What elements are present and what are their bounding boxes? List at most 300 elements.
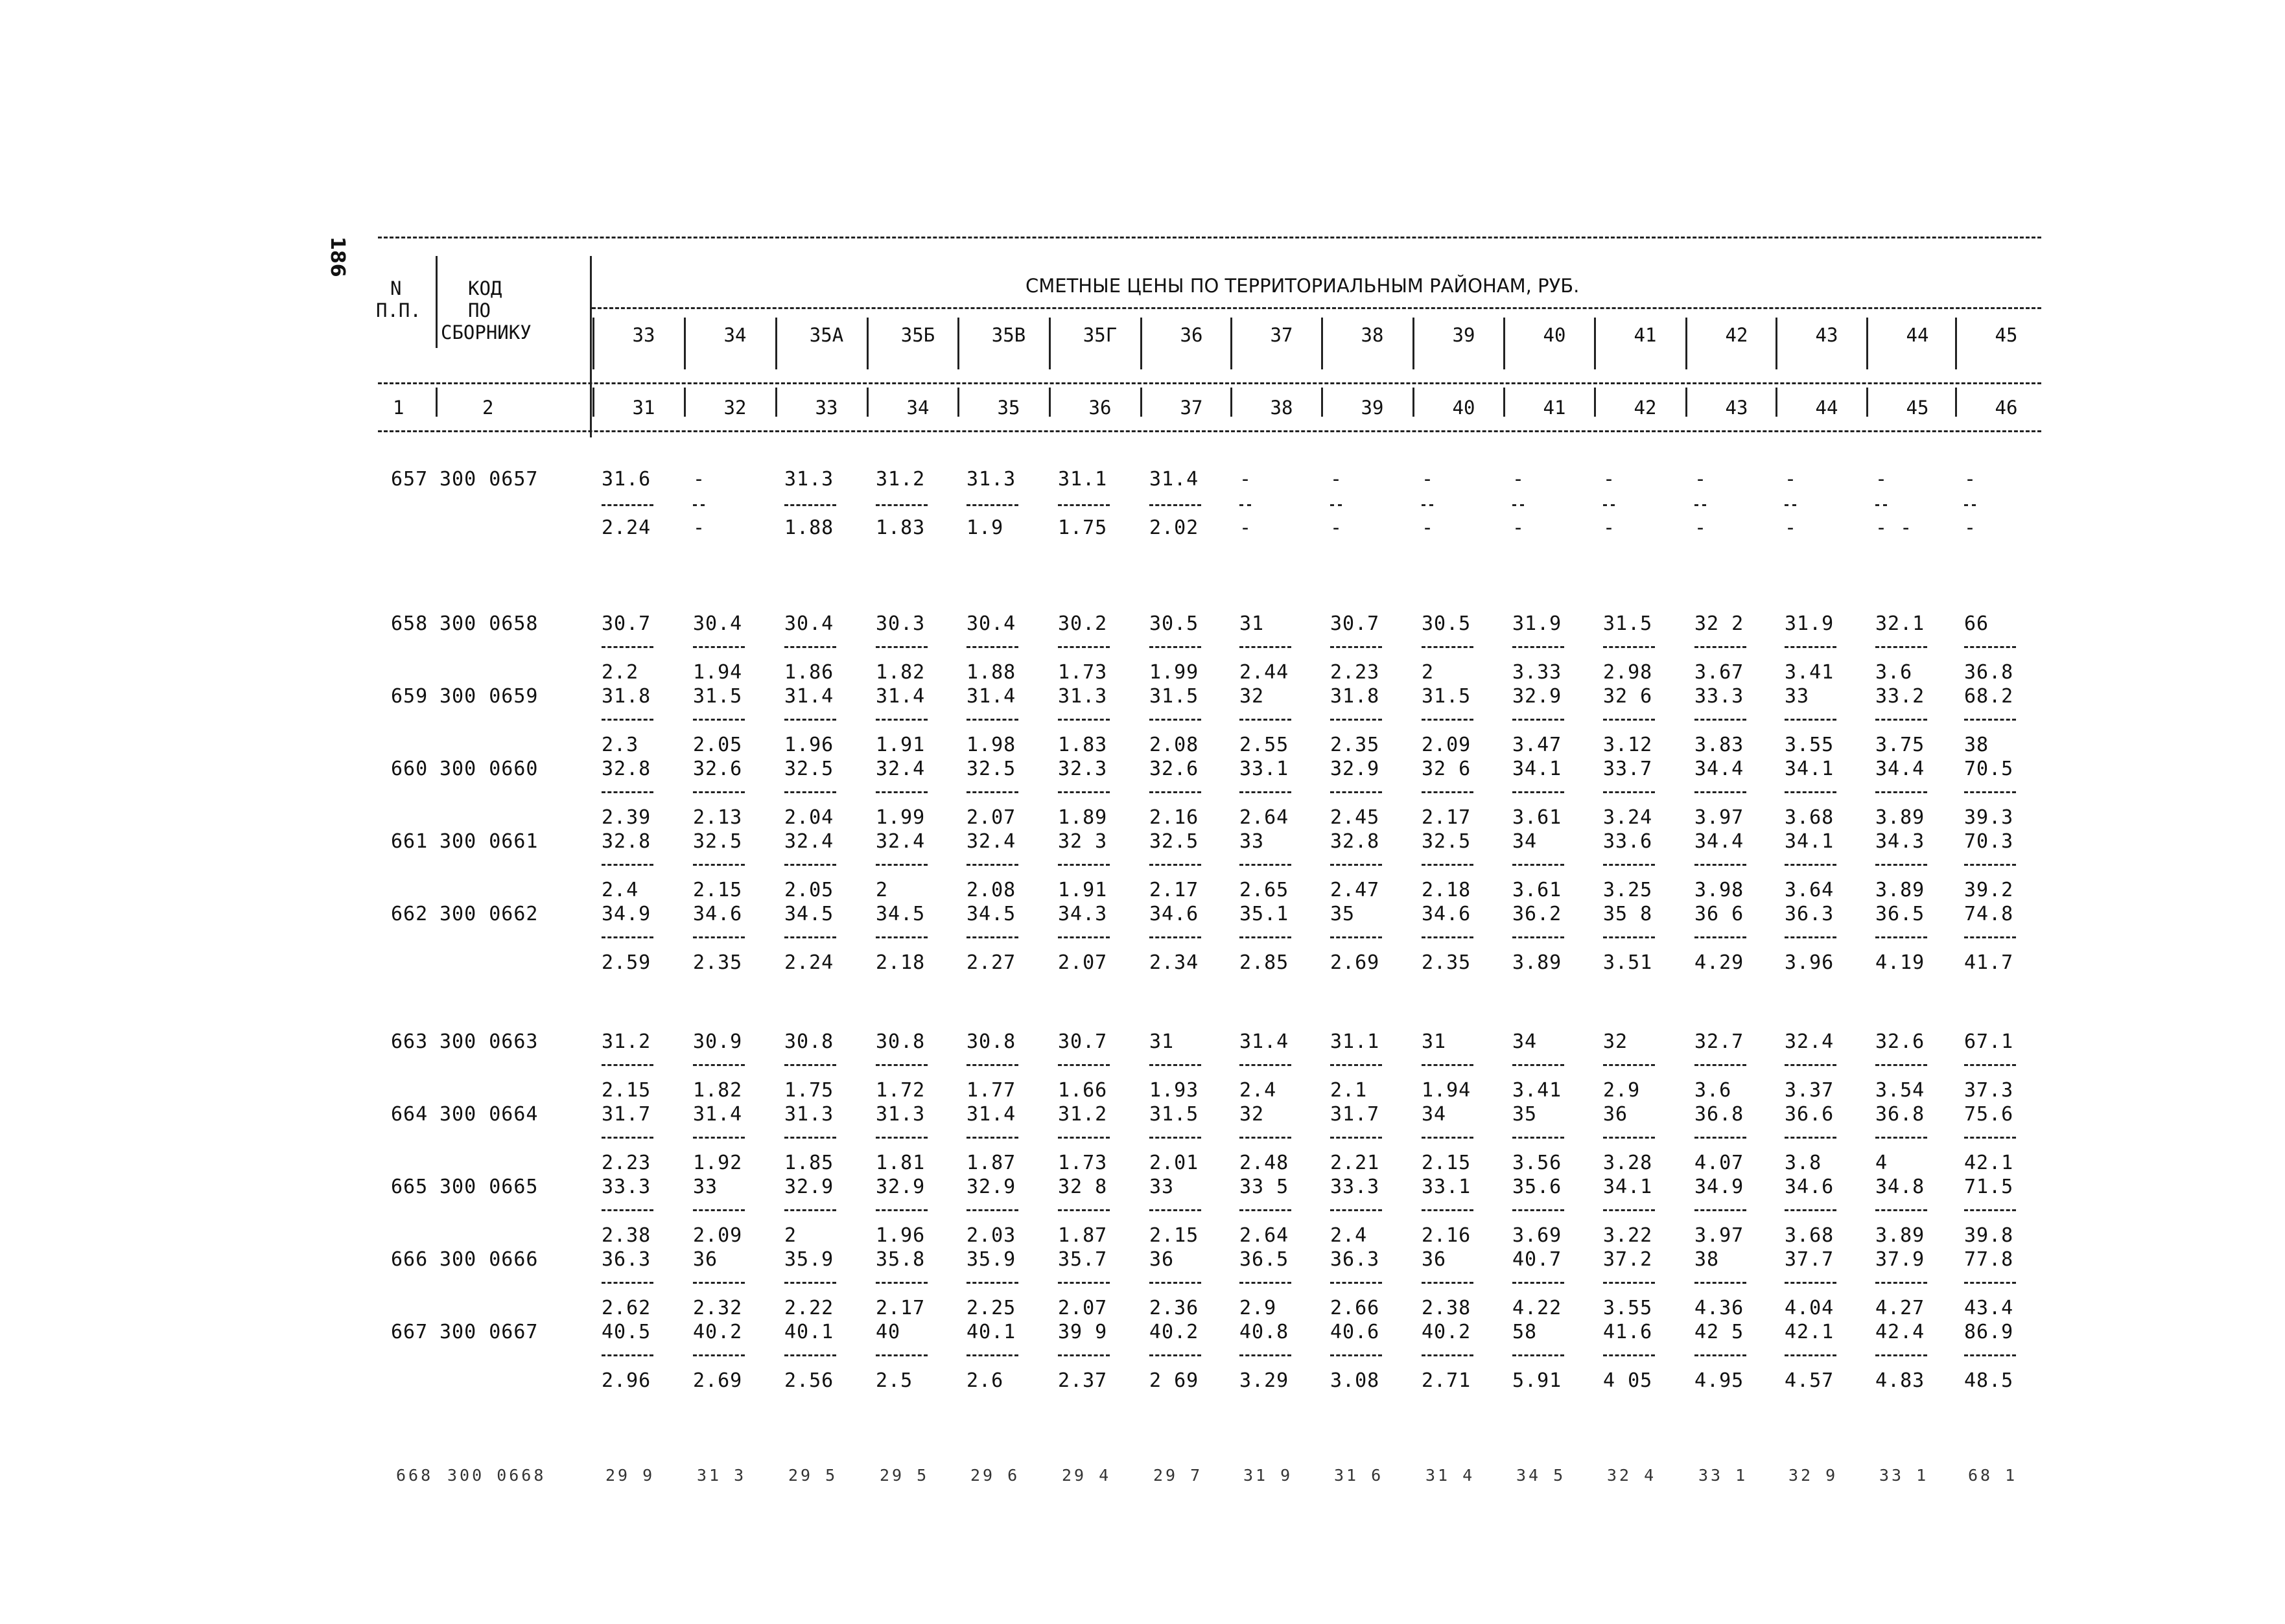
header-district-sep bbox=[1594, 318, 1596, 369]
cell-value: 1.82 bbox=[693, 1079, 743, 1102]
row-number: 660 bbox=[391, 758, 428, 780]
fraction-rule bbox=[967, 1354, 1018, 1356]
fraction-rule bbox=[602, 1137, 653, 1139]
cell-value: 3.56 bbox=[1512, 1152, 1562, 1174]
cell-value: 1.94 bbox=[693, 661, 743, 684]
cell-value: 2.35 bbox=[693, 951, 743, 974]
cell-value: 40.7 bbox=[1512, 1248, 1562, 1271]
cell-value: 2.56 bbox=[784, 1369, 834, 1392]
cell-value: 36.3 bbox=[1785, 903, 1834, 925]
cell-value: 31.3 bbox=[1058, 685, 1108, 708]
fraction-rule bbox=[1239, 1209, 1291, 1211]
cell-value: 31.8 bbox=[1330, 685, 1380, 708]
header-colnum-10: 38 bbox=[1270, 397, 1293, 419]
fraction-rule bbox=[602, 1282, 653, 1284]
cell-value: 2 bbox=[1422, 661, 1435, 684]
cell-value: 2.6 bbox=[967, 1369, 1004, 1392]
fraction-rule bbox=[1330, 504, 1342, 506]
cell-value: 30.7 bbox=[1058, 1030, 1108, 1053]
cell-value: 2.24 bbox=[784, 951, 834, 974]
cell-value: 4 05 bbox=[1603, 1369, 1653, 1392]
cell-value: 36.2 bbox=[1512, 903, 1562, 925]
cell-value: 30.5 bbox=[1422, 612, 1471, 635]
cell-value: 33 5 bbox=[1239, 1176, 1289, 1198]
fraction-rule bbox=[1058, 1282, 1110, 1284]
cell-value: 2.96 bbox=[602, 1369, 651, 1392]
cell-value: 34.1 bbox=[1785, 830, 1834, 853]
cell-value: 33 bbox=[1149, 1176, 1175, 1198]
cell-value: 1.96 bbox=[876, 1224, 926, 1247]
cell-value: 35.7 bbox=[1058, 1248, 1108, 1271]
cell-value: 1.96 bbox=[784, 734, 834, 756]
fraction-rule bbox=[1875, 936, 1927, 938]
cell-value: 3.54 bbox=[1875, 1079, 1925, 1102]
cell-value: 2.01 bbox=[1149, 1152, 1199, 1174]
row-code: 300 0666 bbox=[439, 1248, 539, 1271]
fraction-rule bbox=[1058, 1137, 1110, 1139]
fraction-rule bbox=[784, 791, 836, 793]
cell-value: 2 69 bbox=[1149, 1369, 1199, 1392]
cell-value: 2.39 bbox=[602, 806, 651, 829]
header-colnum-6: 34 bbox=[906, 397, 930, 419]
header-district-5: 35Г bbox=[1083, 324, 1118, 346]
fraction-rule bbox=[602, 1354, 653, 1356]
cell-value: 2.16 bbox=[1149, 806, 1199, 829]
cell-value: 32.9 bbox=[967, 1176, 1016, 1198]
fraction-rule bbox=[1785, 864, 1836, 866]
cell-value: 31.3 bbox=[784, 1103, 834, 1126]
header-district-sep bbox=[684, 318, 686, 369]
header-colnum-4: 32 bbox=[723, 397, 747, 419]
cell-value: 34 bbox=[1512, 1030, 1538, 1053]
fraction-rule bbox=[1964, 1282, 2016, 1284]
cell-value: 32.7 bbox=[1694, 1030, 1744, 1053]
fraction-rule bbox=[693, 719, 745, 721]
fraction-rule bbox=[1239, 1064, 1291, 1066]
header-district-11: 41 bbox=[1634, 324, 1657, 346]
cell-value: 31 4 bbox=[1425, 1466, 1475, 1485]
header-col-n-2: П.П. bbox=[376, 299, 421, 321]
fraction-rule bbox=[967, 1137, 1018, 1139]
header-sep-n bbox=[436, 256, 438, 348]
fraction-rule bbox=[1694, 1282, 1746, 1284]
cell-value: 31 bbox=[1149, 1030, 1175, 1053]
cell-value: 33.2 bbox=[1875, 685, 1925, 708]
cell-value: 43.4 bbox=[1964, 1297, 2014, 1319]
cell-value: 2.48 bbox=[1239, 1152, 1289, 1174]
cell-value: 42.1 bbox=[1785, 1321, 1834, 1343]
cell-value: 3.83 bbox=[1694, 734, 1744, 756]
cell-value: 31.6 bbox=[602, 468, 651, 491]
fraction-rule bbox=[1512, 1354, 1564, 1356]
header-col-code-1: КОД bbox=[468, 277, 502, 299]
cell-value: 29 5 bbox=[788, 1466, 838, 1485]
fraction-rule bbox=[967, 1064, 1018, 1066]
cell-value: 32.9 bbox=[784, 1176, 834, 1198]
cell-value: 31.5 bbox=[693, 685, 743, 708]
fraction-rule bbox=[1512, 936, 1564, 938]
cell-value: 3.89 bbox=[1512, 951, 1562, 974]
cell-value: 3.89 bbox=[1875, 1224, 1925, 1247]
fraction-rule bbox=[1058, 936, 1110, 938]
cell-value: 68.2 bbox=[1964, 685, 2014, 708]
cell-value: 68 1 bbox=[1968, 1466, 2018, 1485]
cell-value: 34.5 bbox=[784, 903, 834, 925]
fraction-rule bbox=[784, 864, 836, 866]
header-district-15: 45 bbox=[1995, 324, 2018, 346]
cell-value: - bbox=[1512, 516, 1525, 539]
fraction-rule bbox=[784, 1354, 836, 1356]
row-code: 300 0665 bbox=[439, 1176, 539, 1198]
cell-value: 32.8 bbox=[602, 758, 651, 780]
cell-value: 29 9 bbox=[605, 1466, 655, 1485]
cell-value: 31.5 bbox=[1603, 612, 1653, 635]
row-number: 664 bbox=[391, 1103, 428, 1126]
cell-value: 3.96 bbox=[1785, 951, 1834, 974]
row-code: 300 0663 bbox=[439, 1030, 539, 1053]
cell-value: 2.23 bbox=[1330, 661, 1380, 684]
fraction-rule bbox=[1875, 1137, 1927, 1139]
cell-value: 2.4 bbox=[1330, 1224, 1368, 1247]
cell-value: 2.98 bbox=[1603, 661, 1653, 684]
cell-value: 31.9 bbox=[1785, 612, 1834, 635]
cell-value: 30.7 bbox=[1330, 612, 1380, 635]
fraction-rule bbox=[693, 1209, 745, 1211]
cell-value: 1.82 bbox=[876, 661, 926, 684]
cell-value: 32 3 bbox=[1058, 830, 1108, 853]
header-district-8: 38 bbox=[1361, 324, 1384, 346]
cell-value: 30.5 bbox=[1149, 612, 1199, 635]
cell-value: 41.6 bbox=[1603, 1321, 1653, 1343]
cell-value: 3.68 bbox=[1785, 1224, 1834, 1247]
fraction-rule bbox=[1422, 791, 1473, 793]
cell-value: 3.41 bbox=[1785, 661, 1834, 684]
row-code: 300 0661 bbox=[439, 830, 539, 853]
cell-value: 2.18 bbox=[1422, 879, 1471, 901]
cell-value: 2.15 bbox=[1149, 1224, 1199, 1247]
fraction-rule bbox=[1603, 936, 1655, 938]
cell-value: 35 bbox=[1330, 903, 1355, 925]
fraction-rule bbox=[1422, 936, 1473, 938]
cell-value: 4.83 bbox=[1875, 1369, 1925, 1392]
header-colnum-sep bbox=[684, 388, 686, 417]
cell-value: 1.99 bbox=[1149, 661, 1199, 684]
cell-value: 38 bbox=[1694, 1248, 1720, 1271]
header-colnum-sep bbox=[1955, 388, 1957, 417]
cell-value: 1.75 bbox=[1058, 516, 1108, 539]
cell-value: 1.98 bbox=[967, 734, 1016, 756]
header-district-10: 40 bbox=[1543, 324, 1566, 346]
fraction-rule bbox=[1239, 1282, 1291, 1284]
fraction-rule bbox=[602, 1064, 653, 1066]
row-number: 657 bbox=[391, 468, 428, 491]
fraction-rule bbox=[1694, 791, 1746, 793]
fraction-rule bbox=[1875, 504, 1887, 506]
cell-value: 3.29 bbox=[1239, 1369, 1289, 1392]
cell-value: 4.29 bbox=[1694, 951, 1744, 974]
cell-value: 33.6 bbox=[1603, 830, 1653, 853]
fraction-rule bbox=[1694, 1354, 1746, 1356]
header-colnum-3: 31 bbox=[632, 397, 655, 419]
header-col-code-3: СБОРНИКУ bbox=[441, 321, 532, 343]
fraction-rule bbox=[1149, 936, 1201, 938]
fraction-rule bbox=[967, 936, 1018, 938]
cell-value: 4.57 bbox=[1785, 1369, 1834, 1392]
cell-value: 2.08 bbox=[1149, 734, 1199, 756]
cell-value: 1.86 bbox=[784, 661, 834, 684]
cell-value: 29 6 bbox=[970, 1466, 1020, 1485]
cell-value: 2.15 bbox=[693, 879, 743, 901]
fraction-rule bbox=[1239, 1137, 1291, 1139]
fraction-rule bbox=[876, 1064, 928, 1066]
header-district-sep bbox=[957, 318, 959, 369]
fraction-rule bbox=[1964, 864, 2016, 866]
cell-value: 32.5 bbox=[967, 758, 1016, 780]
cell-value: 1.87 bbox=[967, 1152, 1016, 1174]
fraction-rule bbox=[1603, 1137, 1655, 1139]
cell-value: 70.3 bbox=[1964, 830, 2014, 853]
fraction-rule bbox=[1422, 1209, 1473, 1211]
fraction-rule bbox=[1875, 1064, 1927, 1066]
fraction-rule bbox=[1149, 1282, 1201, 1284]
cell-value: 39.8 bbox=[1964, 1224, 2014, 1247]
fraction-rule bbox=[1422, 504, 1433, 506]
cell-value: - bbox=[1964, 516, 1977, 539]
cell-value: - bbox=[1694, 468, 1707, 491]
cell-value: 32.6 bbox=[1149, 758, 1199, 780]
cell-value: 2.17 bbox=[1149, 879, 1199, 901]
fraction-rule bbox=[1603, 504, 1615, 506]
cell-value: 2.08 bbox=[967, 879, 1016, 901]
cell-value: 1.89 bbox=[1058, 806, 1108, 829]
cell-value: 32.1 bbox=[1875, 612, 1925, 635]
fraction-rule bbox=[967, 864, 1018, 866]
fraction-rule bbox=[1785, 1354, 1836, 1356]
fraction-rule bbox=[1149, 791, 1201, 793]
cell-value: 1.66 bbox=[1058, 1079, 1108, 1102]
fraction-rule bbox=[693, 1137, 745, 1139]
cell-value: 1.88 bbox=[784, 516, 834, 539]
cell-value: 31.5 bbox=[1149, 1103, 1199, 1126]
cell-value: 2.38 bbox=[602, 1224, 651, 1247]
fraction-rule bbox=[1422, 1282, 1473, 1284]
cell-value: 2.85 bbox=[1239, 951, 1289, 974]
cell-value: 32 bbox=[1603, 1030, 1628, 1053]
header-bottom-rule bbox=[378, 430, 2041, 432]
row-number: 665 bbox=[391, 1176, 428, 1198]
cell-value: - bbox=[1964, 468, 1977, 491]
fraction-rule bbox=[693, 936, 745, 938]
row-code: 300 0658 bbox=[439, 612, 539, 635]
cell-value: - - bbox=[1875, 516, 1913, 539]
fraction-rule bbox=[1964, 646, 2016, 648]
cell-value: 2.69 bbox=[1330, 951, 1380, 974]
cell-value: 37.7 bbox=[1785, 1248, 1834, 1271]
cell-value: 1.77 bbox=[967, 1079, 1016, 1102]
cell-value: 2.34 bbox=[1149, 951, 1199, 974]
cell-value: 1.83 bbox=[1058, 734, 1108, 756]
fraction-rule bbox=[1512, 1064, 1564, 1066]
cell-value: 2.5 bbox=[876, 1369, 913, 1392]
fraction-rule bbox=[1875, 719, 1927, 721]
fraction-rule bbox=[1875, 791, 1927, 793]
cell-value: 31.5 bbox=[1422, 685, 1471, 708]
header-district-1: 34 bbox=[723, 324, 747, 346]
cell-value: 32.5 bbox=[1422, 830, 1471, 853]
cell-value: 34.3 bbox=[1875, 830, 1925, 853]
cell-value: 29 7 bbox=[1153, 1466, 1203, 1485]
header-colnum-8: 36 bbox=[1088, 397, 1112, 419]
cell-value: 4.07 bbox=[1694, 1152, 1744, 1174]
fraction-rule bbox=[602, 719, 653, 721]
cell-value: 36.8 bbox=[1694, 1103, 1744, 1126]
cell-value: 31 9 bbox=[1243, 1466, 1293, 1485]
cell-value: 36.8 bbox=[1875, 1103, 1925, 1126]
cell-value: 2.17 bbox=[1422, 806, 1471, 829]
fraction-rule bbox=[1785, 719, 1836, 721]
fraction-rule bbox=[876, 864, 928, 866]
cell-value: 31.7 bbox=[602, 1103, 651, 1126]
cell-value: 40.2 bbox=[693, 1321, 743, 1343]
cell-value: 2.07 bbox=[967, 806, 1016, 829]
cell-value: 3.75 bbox=[1875, 734, 1925, 756]
cell-value: 2.36 bbox=[1149, 1297, 1199, 1319]
fraction-rule bbox=[1512, 791, 1564, 793]
fraction-rule bbox=[693, 1282, 745, 1284]
cell-value: 40.6 bbox=[1330, 1321, 1380, 1343]
fraction-rule bbox=[1603, 1282, 1655, 1284]
cell-value: 4.36 bbox=[1694, 1297, 1744, 1319]
cell-value: 31 6 bbox=[1334, 1466, 1384, 1485]
row-code: 300 0660 bbox=[439, 758, 539, 780]
cell-value: 33.3 bbox=[1330, 1176, 1380, 1198]
cell-value: 2 bbox=[876, 879, 889, 901]
cell-value: 32.5 bbox=[693, 830, 743, 853]
fraction-rule bbox=[1422, 719, 1473, 721]
header-top-rule bbox=[378, 237, 2041, 238]
cell-value: 36.5 bbox=[1875, 903, 1925, 925]
cell-value: 40.1 bbox=[967, 1321, 1016, 1343]
fraction-rule bbox=[693, 791, 745, 793]
cell-value: 32 2 bbox=[1694, 612, 1744, 635]
cell-value: 3.97 bbox=[1694, 1224, 1744, 1247]
fraction-rule bbox=[1330, 1209, 1382, 1211]
fraction-rule bbox=[1964, 504, 1976, 506]
cell-value: 33.1 bbox=[1422, 1176, 1471, 1198]
fraction-rule bbox=[602, 791, 653, 793]
fraction-rule bbox=[1149, 864, 1201, 866]
cell-value: 33 1 bbox=[1698, 1466, 1748, 1485]
cell-value: 2.25 bbox=[967, 1297, 1016, 1319]
fraction-rule bbox=[1964, 1064, 2016, 1066]
cell-value: 4.27 bbox=[1875, 1297, 1925, 1319]
fraction-rule bbox=[876, 646, 928, 648]
cell-value: 2.9 bbox=[1603, 1079, 1641, 1102]
cell-value: 2.23 bbox=[602, 1152, 651, 1174]
fraction-rule bbox=[1512, 1137, 1564, 1139]
cell-value: 31.2 bbox=[876, 468, 926, 491]
fraction-rule bbox=[1785, 936, 1836, 938]
fraction-rule bbox=[876, 1282, 928, 1284]
cell-value: 34.6 bbox=[1149, 903, 1199, 925]
row-number: 661 bbox=[391, 830, 428, 853]
cell-value: 33.7 bbox=[1603, 758, 1653, 780]
cell-value: 4.19 bbox=[1875, 951, 1925, 974]
fraction-rule bbox=[602, 504, 653, 506]
cell-value: 40.8 bbox=[1239, 1321, 1289, 1343]
header-colnum-sep bbox=[1230, 388, 1232, 417]
cell-value: 32 9 bbox=[1788, 1466, 1838, 1485]
header-district-sep bbox=[867, 318, 869, 369]
header-district-9: 39 bbox=[1452, 324, 1475, 346]
cell-value: 2.65 bbox=[1239, 879, 1289, 901]
cell-value: 2.15 bbox=[602, 1079, 651, 1102]
header-colnum-sep bbox=[1685, 388, 1687, 417]
fraction-rule bbox=[1785, 646, 1836, 648]
cell-value: 2.07 bbox=[1058, 1297, 1108, 1319]
cell-value: 34.1 bbox=[1603, 1176, 1653, 1198]
fraction-rule bbox=[1422, 1064, 1473, 1066]
fraction-rule bbox=[1422, 1137, 1473, 1139]
fraction-rule bbox=[1785, 791, 1836, 793]
fraction-rule bbox=[1875, 646, 1927, 648]
cell-value: 31.4 bbox=[967, 1103, 1016, 1126]
cell-value: 31 bbox=[1239, 612, 1265, 635]
fraction-rule bbox=[1603, 1064, 1655, 1066]
fraction-rule bbox=[1330, 936, 1382, 938]
cell-value: 2.05 bbox=[784, 879, 834, 901]
fraction-rule bbox=[1964, 1354, 2016, 1356]
cell-value: 34.6 bbox=[1785, 1176, 1834, 1198]
cell-value: 33 bbox=[693, 1176, 718, 1198]
header-district-sep bbox=[1775, 318, 1777, 369]
fraction-rule bbox=[1964, 936, 2016, 938]
cell-value: 31.4 bbox=[967, 685, 1016, 708]
cell-value: 5.91 bbox=[1512, 1369, 1562, 1392]
header-district-sep bbox=[1140, 318, 1142, 369]
cell-value: 2.3 bbox=[602, 734, 639, 756]
header-colnum-sep bbox=[1321, 388, 1323, 417]
cell-value: - bbox=[1239, 468, 1252, 491]
cell-value: 31 bbox=[1422, 1030, 1447, 1053]
cell-value: 2.27 bbox=[967, 951, 1016, 974]
row-code: 300 0659 bbox=[439, 685, 539, 708]
cell-value: 42 5 bbox=[1694, 1321, 1744, 1343]
row-number: 666 bbox=[391, 1248, 428, 1271]
cell-value: 31.4 bbox=[1239, 1030, 1289, 1053]
fraction-rule bbox=[693, 504, 705, 506]
cell-value: 40.2 bbox=[1422, 1321, 1471, 1343]
fraction-rule bbox=[1330, 1064, 1382, 1066]
header-colnum-16: 44 bbox=[1815, 397, 1838, 419]
cell-value: 36.6 bbox=[1785, 1103, 1834, 1126]
cell-value: 31.8 bbox=[602, 685, 651, 708]
fraction-rule bbox=[1058, 504, 1110, 506]
cell-value: 71.5 bbox=[1964, 1176, 2014, 1198]
cell-value: 32.9 bbox=[876, 1176, 926, 1198]
cell-value: 70.5 bbox=[1964, 758, 2014, 780]
fraction-rule bbox=[1603, 1209, 1655, 1211]
cell-value: 32.9 bbox=[1330, 758, 1380, 780]
cell-value: 2.32 bbox=[693, 1297, 743, 1319]
cell-value: 36.8 bbox=[1964, 661, 2014, 684]
header-district-0: 33 bbox=[632, 324, 655, 346]
cell-value: 2.44 bbox=[1239, 661, 1289, 684]
header-colnum-13: 41 bbox=[1543, 397, 1566, 419]
cell-value: 31.7 bbox=[1330, 1103, 1380, 1126]
header-colnum-sep bbox=[775, 388, 777, 417]
cell-value: 31.4 bbox=[693, 1103, 743, 1126]
